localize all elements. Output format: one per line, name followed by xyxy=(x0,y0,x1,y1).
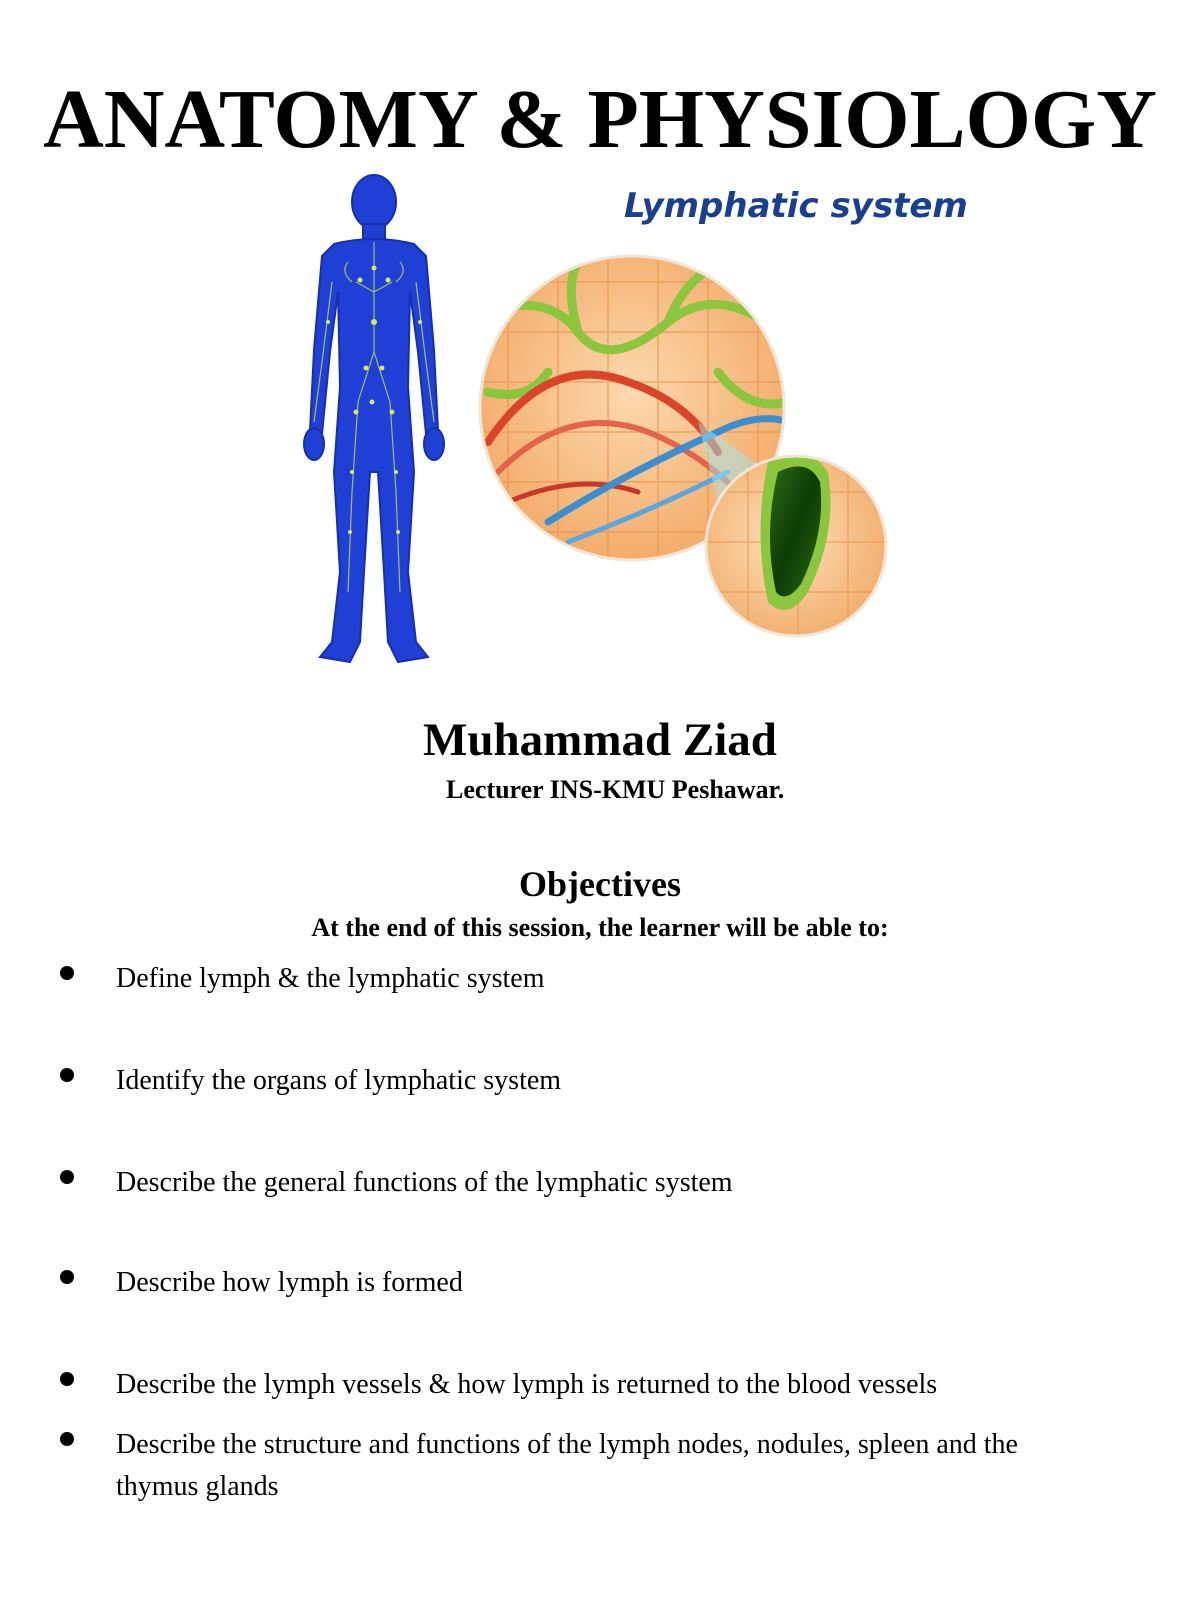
bullet-icon xyxy=(60,1068,74,1082)
objective-text: Describe the structure and functions of the lymph nodes, nodules, spleen and the thymus glands xyxy=(116,1429,1018,1502)
human-body-figure xyxy=(304,175,444,662)
bullet-icon xyxy=(60,966,74,980)
bullet-icon xyxy=(60,1372,74,1386)
author-name: Muhammad Ziad xyxy=(423,714,777,766)
illustration-caption: Lymphatic system xyxy=(624,186,968,226)
lymphatic-illustration-graphic xyxy=(248,172,928,692)
objectives-heading: Objectives xyxy=(519,864,681,904)
bullet-icon xyxy=(60,1170,74,1184)
bullet-icon xyxy=(60,1432,74,1446)
objectives-intro: At the end of this session, the learner will be able to: xyxy=(311,913,889,942)
objective-text: Describe how lymph is formed xyxy=(116,1267,463,1298)
bullet-icon xyxy=(60,1270,74,1284)
objective-text: Define lymph & the lymphatic system xyxy=(116,963,545,994)
objective-text: Describe the general functions of the lymphatic system xyxy=(116,1167,733,1198)
lymphatic-system-illustration xyxy=(248,172,968,692)
objective-text: Describe the lymph vessels & how lymph is returned to the blood vessels xyxy=(116,1369,938,1400)
lymph-vessel-detail-circle xyxy=(698,422,898,642)
author-role: Lecturer INS-KMU Peshawar. xyxy=(446,775,785,804)
objective-text: Identify the organs of lymphatic system xyxy=(116,1065,562,1096)
document-title: ANATOMY & PHYSIOLOGY xyxy=(43,73,1157,166)
